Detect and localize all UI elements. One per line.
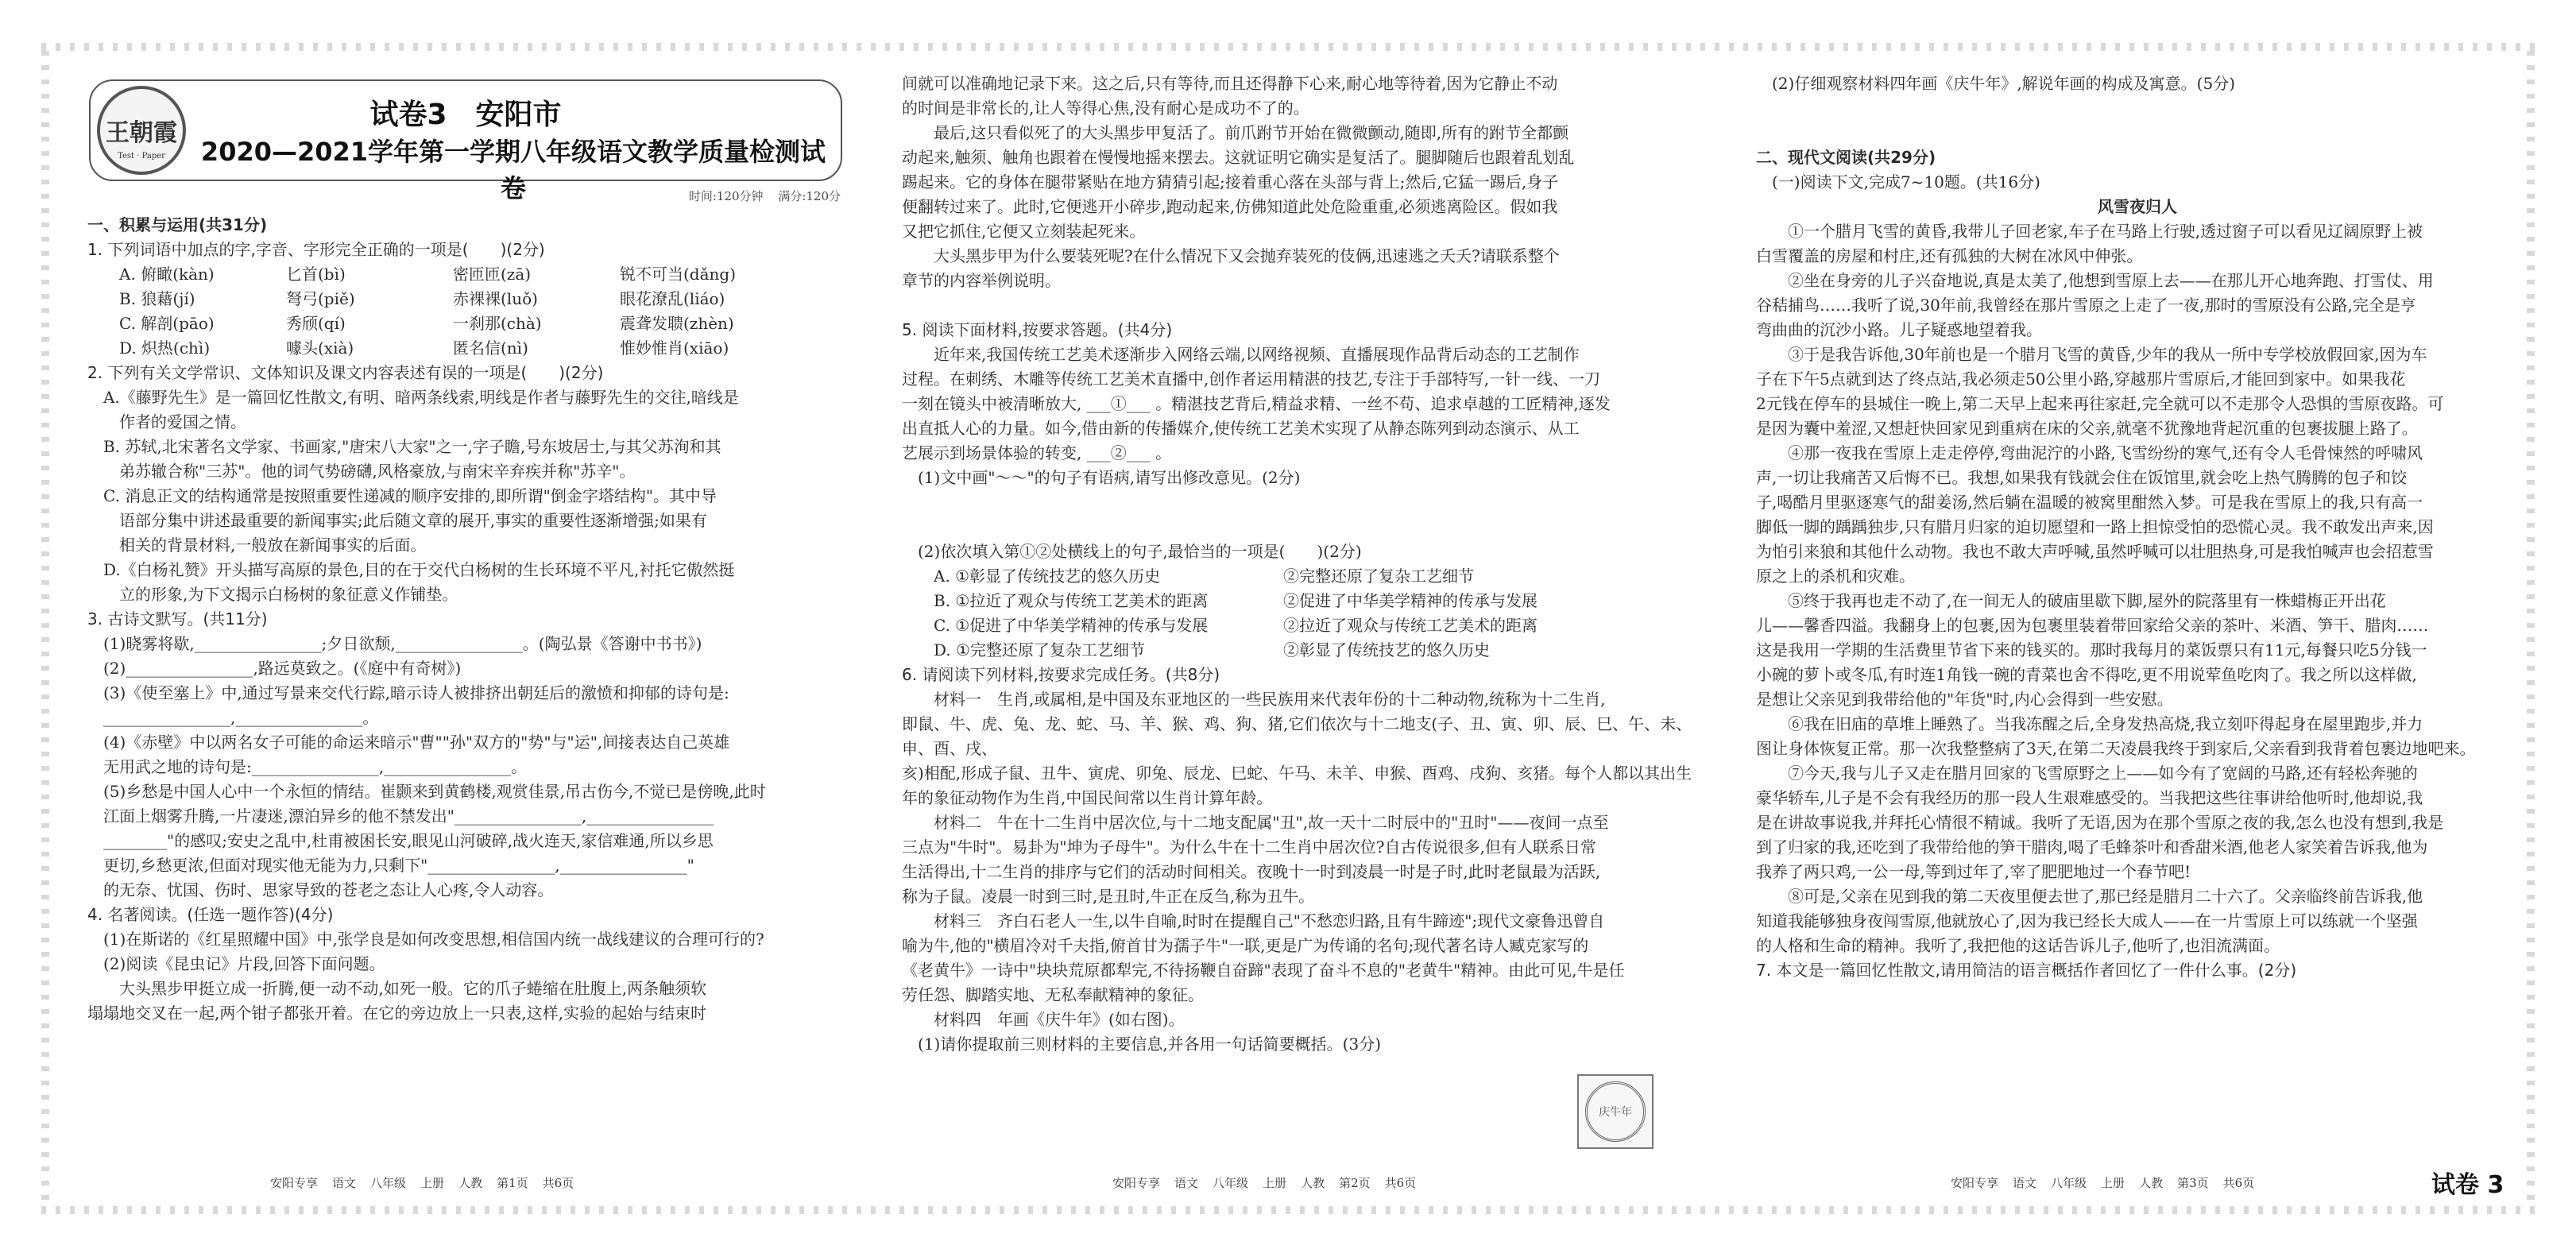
passage-line: 是想让父亲见到我带给他的"年货"时,内心会得到一些安慰。 bbox=[1756, 690, 2173, 709]
passage-line: 子,喝酷月里驱逐寒气的甜姜汤,然后躺在温暖的被窝里酣然入梦。可是我在雪原上的我,只有高一 bbox=[1756, 493, 2423, 512]
question-line: B. 苏轼,北宋著名文学家、书画家,"唐宋八大家"之一,字子瞻,号东坡居士,与其父苏洵和其 bbox=[103, 437, 721, 456]
option-text: ②完整还原了复杂工艺细节 bbox=[1283, 567, 1474, 586]
passage-paragraph: ⑥我在旧庙的草堆上睡熟了。当我冻醒之后,全身发热高烧,我立刻吓得起身在屋里跑步,并力 bbox=[1788, 714, 2423, 733]
passage-paragraph: ④那一夜我在雪原上走走停停,弯曲泥泞的小路,飞雪纷纷的寒气,还有令人毛骨悚然的呼啸风 bbox=[1788, 443, 2423, 462]
passage-line: 塌塌地交叉在一起,两个钳子都张开着。在它的旁边放上一只表,这样,实验的起始与结束时 bbox=[87, 1004, 707, 1023]
passage-line: 即鼠、牛、虎、兔、龙、蛇、马、羊、猴、鸡、狗、猪,它们依次与十二地支(子、丑、寅、卯、辰、巳、午、未、申、酉、戌、 bbox=[902, 714, 1692, 758]
option-text: ②促进了中华美学精神的传承与发展 bbox=[1283, 591, 1537, 610]
passage-line: 声,一切让我痛苦又后悔不已。我想,如果我有钱就会住在饭馆里,就会吃上热气腾腾的包子和饺 bbox=[1756, 468, 2408, 487]
question-line: (一)阅读下文,完成7~10题。(共16分) bbox=[1772, 172, 2040, 191]
exam-subtitle: 2020—2021学年第一学期八年级语文教学质量检测试卷 bbox=[200, 137, 826, 203]
choice-row bbox=[902, 638, 1704, 663]
question-line: (1)请你提取前三则材料的主要信息,并各用一句话简要概括。(3分) bbox=[918, 1035, 1382, 1054]
ox-paper-cut-icon: 庆牛年 bbox=[1585, 1081, 1646, 1142]
question-line: 语部分集中讲述最重要的新闻事实;此后随文章的展开,事实的重要性逐渐增强;如果有 bbox=[119, 511, 707, 530]
passage-line: 脚低一脚的踽踽独步,只有腊月归家的迫切愿望和一路上担惊受怕的恐慌心灵。我不敢发出声来,因 bbox=[1756, 517, 2434, 536]
logo-subtext: Test · Paper bbox=[118, 152, 165, 161]
passage-line: 谷秸捕鸟……我听了说,30年前,我曾经在那片雪原之上走了一夜,那时的雪原没有公路,完全是亨 bbox=[1756, 296, 2416, 315]
question-stem: 3. 古诗文默写。(共11分) bbox=[87, 609, 268, 628]
question-line: (2)仔细观察材料四年画《庆牛年》,解说年画的构成及寓意。(5分) bbox=[1772, 74, 2236, 93]
question-line: 更切,乡愁更浓,但面对现实他无能为力,只剩下"________________,________________" bbox=[103, 856, 694, 875]
option-text: 锐不可当(dǎng) bbox=[620, 265, 737, 284]
footer-item: 第2页 bbox=[1339, 1176, 1371, 1190]
footer-item: 安阳专享 bbox=[1951, 1176, 1999, 1190]
question-line: C. 消息正文的结构通常是按照重要性递减的顺序安排的,即所谓"倒金字塔结构"。其中导 bbox=[103, 486, 717, 505]
passage-line: 喻为牛,他的"横眉冷对千夫指,俯首甘为孺子牛"一联,更是广为传诵的名句;现代著名诗人臧克家写的 bbox=[902, 936, 1589, 955]
question-stem: 2. 下列有关文学常识、文体知识及课文内容表述有误的一项是( )(2分) bbox=[87, 363, 604, 382]
column-page-2 bbox=[902, 72, 1704, 1057]
question-line: (3)《使至塞上》中,通过写景来交代行踪,暗示诗人被排挤出朝廷后的激愤和抑郁的诗句是: bbox=[103, 683, 729, 702]
section-heading: 一、积累与运用(共31分) bbox=[87, 215, 268, 234]
passage-paragraph: ⑧可是,父亲在见到我的第二天夜里便去世了,那已经是腊月二十六了。父亲临终前告诉我,他 bbox=[1788, 887, 2423, 906]
footer-item: 人教 bbox=[458, 1176, 483, 1190]
new-year-picture bbox=[1577, 1074, 1654, 1149]
option-text: 赤裸裸(luǒ) bbox=[453, 289, 538, 308]
footer-item: 语文 bbox=[1174, 1176, 1199, 1190]
passage-paragraph: 大头黑步甲挺立成一折腾,便一动不动,如死一般。它的爪子蜷缩在肚腹上,两条触须软 bbox=[119, 979, 707, 998]
option-text: B. ①拉近了观众与传统工艺美术的距离 bbox=[934, 591, 1209, 610]
option-text: D. ①完整还原了复杂工艺细节 bbox=[934, 640, 1145, 659]
passage-line: 到了归家的我,还吃到了我带给他的笋干腊肉,喝了毛蜂茶叶和香甜米酒,他老人家笑着告诉我,他为 bbox=[1756, 837, 2428, 857]
footer-item: 上册 bbox=[1263, 1176, 1287, 1190]
passage-line: 章节的内容举例说明。 bbox=[902, 271, 1061, 290]
option-text: 眼花潦乱(liáo) bbox=[620, 289, 725, 308]
option-row bbox=[87, 311, 842, 336]
option-text: 弩弓(piě) bbox=[286, 289, 355, 308]
passage-line: 《老黄牛》一诗中"块块荒原都犁完,不待扬鞭自奋蹄"表现了奋斗不息的"老黄牛"精神。由此可见,牛是任 bbox=[902, 961, 1625, 980]
option-text: ②彰显了传统技艺的悠久历史 bbox=[1283, 640, 1490, 659]
passage-line: 图让身体恢复正常。那一次我整整病了3天,在第二天凌晨我终于到家后,父亲看到我背着包裹边地吧来。 bbox=[1756, 739, 2476, 758]
question-stem: 1. 下列词语中加点的字,字音、字形完全正确的一项是( )(2分) bbox=[87, 240, 545, 259]
passage-line: 子在下午5点就到达了终点站,我必须走50公里小路,穿越那片雪原后,才能回到家中。如果我花 bbox=[1756, 369, 2406, 389]
time-score-line bbox=[89, 188, 841, 204]
choice-row bbox=[902, 613, 1704, 638]
passage-line: 2元钱在停车的县城住一晚上,第二天早上起来再往家赶,完全就可以不走那令人恐惧的雪原夜路。可 bbox=[1756, 394, 2444, 413]
option-text: 密匝匝(zā) bbox=[453, 265, 532, 284]
question-stem: 4. 名著阅读。(任选一题作答)(4分) bbox=[87, 905, 334, 924]
footer-item: 上册 bbox=[2101, 1176, 2125, 1190]
footer-item: 共6页 bbox=[1384, 1176, 1417, 1190]
question-line: (5)乡愁是中国人心中一个永恒的情结。崔颢来到黄鹤楼,观赏佳景,吊古伤今,不觉已是傍晚,此时 bbox=[103, 782, 766, 801]
passage-line: 小碗的萝卜或冬瓜,有时连1角钱一碗的青菜也舍不得吃,更不用说荤鱼吃肉了。我之所以这样做, bbox=[1756, 665, 2417, 684]
passage-line: 年的象征动物作为生肖,中国民间常以生肖计算年龄。 bbox=[902, 788, 1273, 807]
passage-line: 是因为囊中羞涩,又想赶快回家见到重病在床的父亲,就毫不犹豫地背起沉重的包裹拔腿上路了。 bbox=[1756, 419, 2418, 438]
question-line: 江面上烟雾升腾,一片凄迷,漂泊异乡的他不禁发出"________________,________________ bbox=[103, 806, 714, 826]
question-line: (4)《赤壁》中以两名女子可能的命运来暗示"曹""孙"双方的"势"与"运",间接表达自己英雄 bbox=[103, 733, 730, 752]
passage-line: 三点为"牛时"。易卦为"坤为子母牛"。为什么牛在十二生肖中居次位?自古传说很多,但有人联系日常 bbox=[902, 837, 1596, 857]
option-row bbox=[87, 262, 842, 287]
passage-line: 这是我用一学期的生活费里节省下来的钱买的。那时我每月的菜饭票只有11元,每餐只吃5分钱一 bbox=[1756, 640, 2427, 659]
question-line: ________________,________________。 bbox=[103, 708, 379, 727]
passage-line: 白雪覆盖的房屋和村庄,还有孤独的大树在冰风中伸张。 bbox=[1756, 246, 2143, 265]
passage-line: 踢起来。它的身体在腿带紧贴在地方猜猜引起;接着重心落在头部与背上;然后,它猛一踢后,身子 bbox=[902, 172, 1559, 191]
option-row bbox=[87, 336, 842, 361]
page-footer-1 bbox=[270, 1174, 588, 1191]
footer-item: 安阳专享 bbox=[1112, 1176, 1161, 1190]
option-text: A. ①彰显了传统技艺的悠久历史 bbox=[934, 567, 1161, 586]
passage-paragraph: 材料三 齐白石老人一生,以牛自喻,时时在提醒自己"不愁恋归路,且有牛蹄迹";现代文豪鲁迅曾自 bbox=[934, 911, 1605, 930]
footer-item: 八年级 bbox=[370, 1176, 407, 1190]
column-page-3 bbox=[1756, 72, 2519, 983]
passage-line: 豪华轿车,儿子是不会有我经历的那一段人生艰难感受的。当我把这些往事讲给他听时,他却说,我 bbox=[1756, 788, 2423, 807]
passage-line: 是在讲故事说我,并拜托心情很不精诚。我听了无语,因为在那个雪原之夜的我,怎么也没有想到,我是 bbox=[1756, 813, 2444, 832]
passage-line: 我养了两只鸡,一公一母,等到过年了,宰了肥肥地过一个春节吧! bbox=[1756, 862, 2191, 881]
option-text: 噱头(xià) bbox=[286, 338, 354, 358]
question-line: 相关的背景材料,一般放在新闻事实的后面。 bbox=[119, 536, 427, 555]
option-text: 匿名信(nì) bbox=[453, 338, 528, 358]
question-line: ________"的感叹;安史之乱中,杜甫被困长安,眼见山河破碎,战火连天,家信难通,所以乡思 bbox=[103, 831, 714, 850]
passage-paragraph: 大头黑步甲为什么要装死呢?在什么情况下又会抛弃装死的伎俩,迅速逃之夭夭?请联系整个 bbox=[934, 246, 1560, 265]
footer-item: 语文 bbox=[2013, 1176, 2037, 1190]
question-stem: 6. 请阅读下列材料,按要求完成任务。(共8分) bbox=[902, 665, 1220, 684]
option-text: A. 俯瞰(kàn) bbox=[119, 265, 215, 284]
passage-paragraph: 近年来,我国传统工艺美术逐渐步入网络云端,以网络视频、直播展现作品背后动态的工艺制作 bbox=[934, 345, 1580, 364]
passage-paragraph: ②坐在身旁的儿子兴奋地说,真是太美了,他想到雪原上去——在那儿开心地奔跑、打雪仗、用 bbox=[1788, 271, 2434, 290]
time-limit: 时间:120分钟 bbox=[688, 189, 764, 203]
passage-line: 原之上的杀机和灾难。 bbox=[1756, 567, 1915, 586]
paper-number-tag: 试卷 3 bbox=[2431, 1171, 2504, 1199]
passage-paragraph: 材料一 生肖,或属相,是中国及东亚地区的一些民族用来代表年份的十二种动物,统称为十二生肖, bbox=[934, 690, 1606, 709]
passage-line: 的时间是非常长的,让人等得心焦,没有耐心是成功不了的。 bbox=[902, 99, 1309, 118]
option-text: ②拉近了观众与传统工艺美术的距离 bbox=[1283, 616, 1537, 635]
passage-line: 弯曲曲的沉沙小路。儿子疑惑地望着我。 bbox=[1756, 320, 2042, 339]
choice-row bbox=[902, 564, 1704, 589]
footer-item: 语文 bbox=[332, 1176, 357, 1190]
answer-space bbox=[902, 490, 1704, 515]
question-line: 立的形象,为下文揭示白杨树的象征意义作铺垫。 bbox=[119, 585, 458, 604]
passage-paragraph: ①一个腊月飞雪的黄昏,我带儿子回老家,车子在马路上行驶,透过窗子可以看见辽阔原野上被 bbox=[1788, 222, 2423, 241]
question-line: A.《藤野先生》是一篇回忆性散文,有明、暗两条线索,明线是作者与藤野先生的交往,暗线是 bbox=[103, 388, 739, 407]
answer-space bbox=[1756, 96, 2519, 121]
question-line: D.《白杨礼赞》开头描写高原的景色,目的在于交代白杨树的生长环境不平凡,衬托它傲然挺 bbox=[103, 560, 735, 579]
passage-paragraph: ⑤终于我再也走不动了,在一间无人的破庙里歇下脚,屋外的院落里有一株蜡梅正开出花 bbox=[1788, 591, 2386, 610]
page-footer-2 bbox=[1112, 1174, 1430, 1191]
logo-text: 王朝霞 bbox=[106, 119, 177, 147]
question-line: (2)依次填入第①②处横线上的句子,最恰当的一项是( )(2分) bbox=[918, 542, 1362, 561]
exam-title: 试卷3 安阳市 bbox=[369, 99, 562, 131]
article-title: 风雪夜归人 bbox=[2098, 197, 2177, 216]
footer-item: 安阳专享 bbox=[270, 1176, 319, 1190]
question-line: (1)文中画"～～"的句子有语病,请写出修改意见。(2分) bbox=[918, 468, 1301, 487]
option-text: 一刹那(chà) bbox=[453, 314, 542, 333]
section-heading: 二、现代文阅读(共29分) bbox=[1756, 148, 1936, 167]
passage-line: 亥)相配,形成子鼠、丑牛、寅虎、卯兔、辰龙、巳蛇、午马、未羊、申猴、酉鸡、戌狗、亥猪。每个人都以其出生 bbox=[902, 764, 1692, 783]
answer-space bbox=[902, 515, 1704, 540]
option-text: D. 炽热(chì) bbox=[119, 338, 211, 358]
passage-line: 生活得出,十二生肖的排序与它们的活动时间相关。夜晚十一时到凌晨一时是子时,此时老鼠最为活跃, bbox=[902, 862, 1601, 881]
choice-row bbox=[902, 589, 1704, 613]
footer-item: 人教 bbox=[1301, 1176, 1325, 1190]
question-line: (1)晓雾将歇,________________;夕日欲颓,________________。(陶弘景《答谢中书书》) bbox=[103, 634, 702, 653]
option-text: B. 狼藉(jí) bbox=[119, 289, 195, 308]
footer-item: 人教 bbox=[2139, 1176, 2164, 1190]
question-line: 作者的爱国之情。 bbox=[119, 412, 246, 431]
footer-item: 上册 bbox=[420, 1176, 445, 1190]
passage-line: 动起来,触须、触角也跟着在慢慢地摇来摆去。这就证明它确实是复活了。腿脚随后也跟着乱划乱 bbox=[902, 148, 1575, 167]
passage-line: 劳任怨、脚踏实地、无私奉献精神的象征。 bbox=[902, 985, 1204, 1004]
footer-item: 八年级 bbox=[1213, 1176, 1249, 1190]
passage-line: 又把它抓住,它便又立刻装起死来。 bbox=[902, 222, 1146, 241]
passage-line: 为怕引来狼和其他什么动物。我也不敢大声呼喊,虽然呼喊可以壮胆热身,可是我怕喊声也会招惹雪 bbox=[1756, 542, 2434, 561]
passage-line: 过程。在刺绣、木雕等传统工艺美术直播中,创作者运用精湛的技艺,专注于手部特写,一针一线、一刀 bbox=[902, 369, 1601, 389]
question-stem: 7. 本文是一篇回忆性散文,请用简洁的语言概括作者回忆了一件什么事。(2分) bbox=[1756, 961, 2297, 980]
passage-paragraph: 材料四 年画《庆牛年》(如右图)。 bbox=[934, 1010, 1185, 1029]
passage-line: 一刻在镜头中被清晰放大, ___①___ 。精湛技艺背后,精益求精、一丝不苟、追求卓越的工匠精神,逐发 bbox=[902, 394, 1611, 413]
footer-item: 第3页 bbox=[2177, 1176, 2209, 1190]
passage-line: 知道我能够独身夜闯雪原,他就放心了,因为我已经长大成人——在一片雪原上可以练就一个坚强 bbox=[1756, 911, 2418, 930]
full-score: 满分:120分 bbox=[778, 189, 841, 203]
question-line: (2)________________,路远莫致之。(《庭中有奇树》) bbox=[103, 659, 462, 678]
option-text: 秀颀(qí) bbox=[286, 314, 346, 333]
passage-line: 称为子鼠。凌晨一时到三时,是丑时,牛正在反刍,称为丑牛。 bbox=[902, 887, 1315, 906]
passage-line: 出直抵人心的力量。如今,借由新的传播媒介,使传统工艺美术实现了从静态陈列到动态演示、从工 bbox=[902, 419, 1580, 438]
question-line: 弟苏辙合称"三苏"。他的词气势磅礴,风格豪放,与南宋辛弃疾并称"苏辛"。 bbox=[119, 462, 636, 481]
footer-item: 共6页 bbox=[542, 1176, 574, 1190]
question-line: 无用武之地的诗句是:________________,________________。 bbox=[103, 757, 528, 776]
passage-line: 儿——馨香四溢。我翻身上的包裹,因为包裹里装着带回家给父亲的茶叶、米酒、笋干、腊肉…… bbox=[1756, 616, 2429, 635]
question-line: (1)在斯诺的《红星照耀中国》中,张学良是如何改变思想,相信国内统一战线建议的合理可行的? bbox=[103, 930, 764, 949]
answer-space bbox=[902, 293, 1704, 318]
question-line: 的无奈、忧国、伤时、思家导致的苍老之态让人心疼,令人动容。 bbox=[103, 880, 554, 899]
option-text: 匕首(bì) bbox=[286, 265, 346, 284]
answer-space bbox=[1756, 121, 2519, 145]
question-line: (2)阅读《昆虫记》片段,回答下面问题。 bbox=[103, 954, 385, 973]
footer-item: 八年级 bbox=[2051, 1176, 2087, 1190]
passage-line: 的人格和生命的精神。我听了,我把他的这话告诉儿子,他听了,也泪流满面。 bbox=[1756, 936, 2280, 955]
passage-paragraph: ⑦今天,我与儿子又走在腊月回家的飞雪原野之上——如今有了宽阔的马路,还有轻松奔驰的 bbox=[1788, 764, 2418, 783]
column-page-1 bbox=[87, 213, 842, 1026]
option-row bbox=[87, 287, 842, 311]
passage-paragraph: 材料二 牛在十二生肖中居次位,与十二地支配属"丑",故一天十二时辰中的"丑时"——夜间一点至 bbox=[934, 813, 1609, 832]
passage-paragraph: ③于是我告诉他,30年前也是一个腊月飞雪的黄昏,少年的我从一所中专学校放假回家,因为车 bbox=[1788, 345, 2427, 364]
passage-paragraph: 最后,这只看似死了的大头黑步甲复活了。前爪跗节开始在微微颤动,随即,所有的跗节全都颤 bbox=[934, 123, 1569, 142]
footer-item: 共6页 bbox=[2222, 1176, 2255, 1190]
option-text: C. 解剖(pāo) bbox=[119, 314, 215, 333]
passage-line: 艺展示到场景体验的转变, ___②___ 。 bbox=[902, 443, 1172, 462]
passage-line: 便翻转过来了。此时,它便逃开小碎步,跑动起来,仿佛知道此处危险重重,必须逃离险区。假如我 bbox=[902, 197, 1558, 216]
option-text: C. ①促进了中华美学精神的传承与发展 bbox=[934, 616, 1209, 635]
question-stem: 5. 阅读下面材料,按要求答题。(共4分) bbox=[902, 320, 1173, 339]
page-footer-3 bbox=[1951, 1174, 2269, 1191]
footer-item: 第1页 bbox=[497, 1176, 528, 1190]
passage-line: 间就可以准确地记录下来。这之后,只有等待,而且还得静下心来,耐心地等待着,因为它静止不动 bbox=[902, 74, 1558, 93]
option-text: 震聋发聩(zhèn) bbox=[620, 314, 734, 333]
option-text: 惟妙惟肖(xiāo) bbox=[620, 338, 729, 358]
